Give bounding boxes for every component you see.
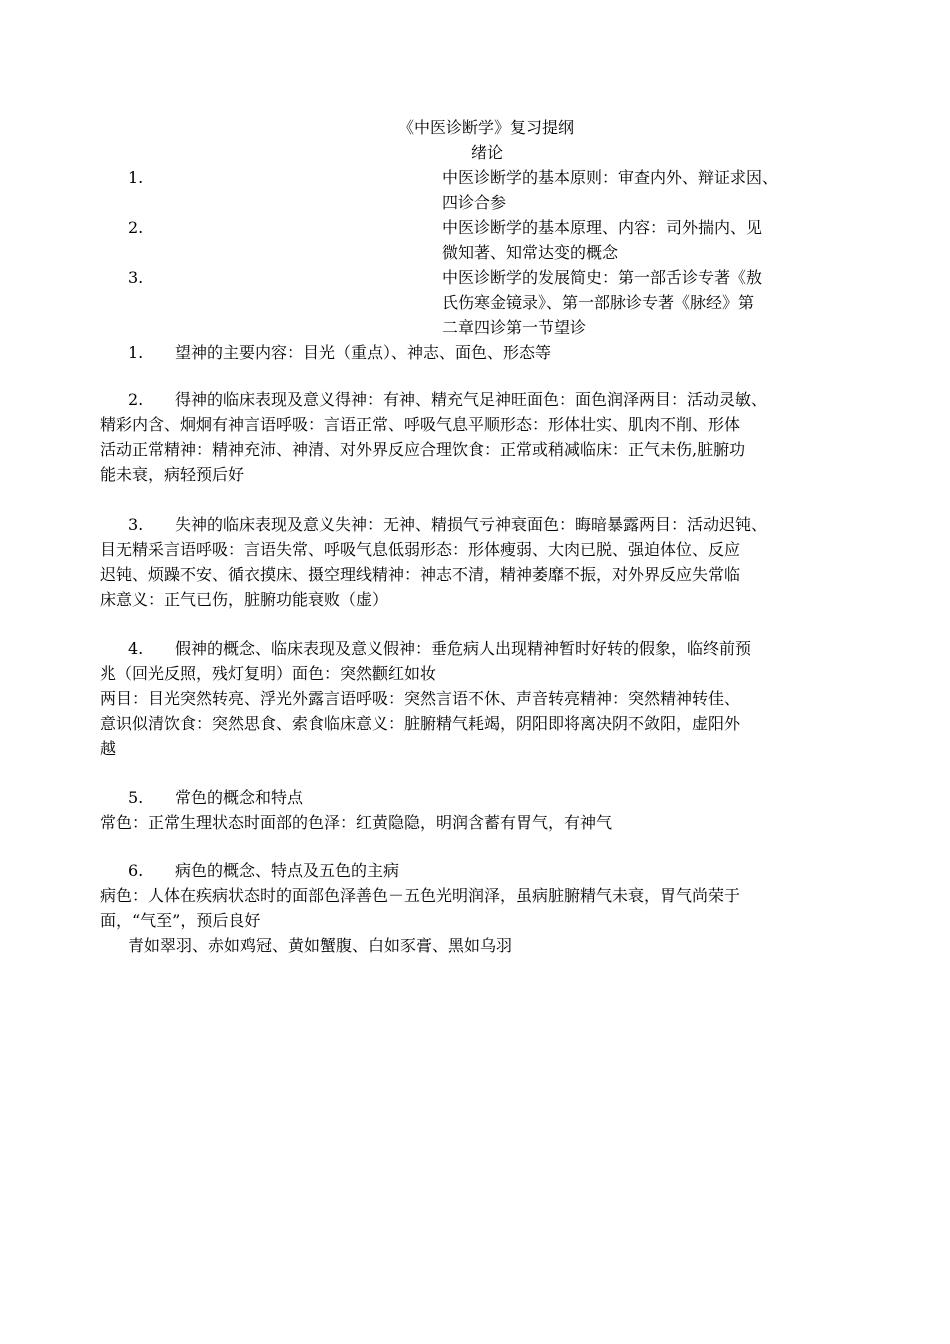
intro-item-text: 二章四诊第一节望诊 xyxy=(442,318,587,337)
intro-item-text: 中医诊断学的基本原理、内容：司外揣内、见 xyxy=(442,218,763,237)
item-text: 青如翠羽、赤如鸡冠、黄如蟹腹、白如豕膏、黑如乌羽 xyxy=(128,936,513,955)
intro-item-number: 1. xyxy=(128,168,144,187)
item-text: 面，“气至”，预后良好 xyxy=(100,911,261,930)
item-number: 4. xyxy=(128,639,144,658)
item-text: 两目：目光突然转亮、浮光外露言语呼吸：突然言语不休、声音转亮精神：突然精神转佳、 xyxy=(100,689,741,708)
intro-item-text: 中医诊断学的发展简史：第一部舌诊专著《敖 xyxy=(442,268,763,287)
intro-item-text: 氏伤寒金镜录》、第一部脉诊专著《脉经》第 xyxy=(442,293,755,312)
item-text: 失神的临床表现及意义失神：无神、精损气亏神衰面色：晦暗暴露两目：活动迟钝、 xyxy=(175,515,768,534)
item-number: 1. xyxy=(128,343,144,362)
item-number: 3. xyxy=(128,515,144,534)
intro-item-text: 中医诊断学的基本原则：审查内外、辩证求因、 xyxy=(442,168,779,187)
section-heading-intro: 绪论 xyxy=(471,143,504,162)
item-text: 迟钝、烦躁不安、循衣摸床、摄空理线精神：神志不清，精神萎靡不振，对外界反应失常临 xyxy=(100,565,741,584)
item-text: 越 xyxy=(100,739,117,758)
intro-item-number: 3. xyxy=(128,268,144,287)
intro-item-text: 微知著、知常达变的概念 xyxy=(442,243,619,262)
item-text: 能未衰，病轻预后好 xyxy=(100,465,245,484)
item-number: 5. xyxy=(128,788,144,807)
item-text: 得神的临床表现及意义得神：有神、精充气足神旺面色：面色润泽两目：活动灵敏、 xyxy=(175,390,768,409)
item-text: 意识似清饮食：突然思食、索食临床意义：脏腑精气耗竭，阴阳即将离决阴不敛阳，虚阳外 xyxy=(100,714,741,733)
item-text: 常色的概念和特点 xyxy=(175,788,304,807)
item-text: 常色：正常生理状态时面部的色泽：红黄隐隐，明润含蓄有胃气，有神气 xyxy=(100,813,613,832)
item-text: 精彩内含、炯炯有神言语呼吸：言语正常、呼吸气息平顺形态：形体壮实、肌肉不削、形体 xyxy=(100,415,741,434)
item-number: 6. xyxy=(128,861,144,880)
item-text: 假神的概念、临床表现及意义假神：垂危病人出现精神暂时好转的假象，临终前预 xyxy=(175,639,752,658)
item-text: 床意义：正气已伤，脏腑功能衰败（虚） xyxy=(100,590,389,609)
item-number: 2. xyxy=(128,390,144,409)
item-text: 目无精采言语呼吸：言语失常、呼吸气息低弱形态：形体瘦弱、大肉已脱、强迫体位、反应 xyxy=(100,540,741,559)
item-text: 病色的概念、特点及五色的主病 xyxy=(175,861,400,880)
item-text: 兆（回光反照，残灯复明）面色：突然颧红如妆 xyxy=(100,664,437,683)
intro-item-number: 2. xyxy=(128,218,144,237)
item-text: 望神的主要内容：目光（重点）、神志、面色、形态等 xyxy=(175,343,552,362)
intro-item-text: 四诊合参 xyxy=(442,193,507,212)
item-text: 活动正常精神：精神充沛、神清、对外界反应合理饮食：正常或稍减临床：正气未伤,脏腑功 xyxy=(100,440,746,459)
document-title: 《中医诊断学》复习提纲 xyxy=(398,118,575,137)
item-text: 病色：人体在疾病状态时的面部色泽善色－五色光明润泽，虽病脏腑精气未衰，胃气尚荣于 xyxy=(100,886,741,905)
